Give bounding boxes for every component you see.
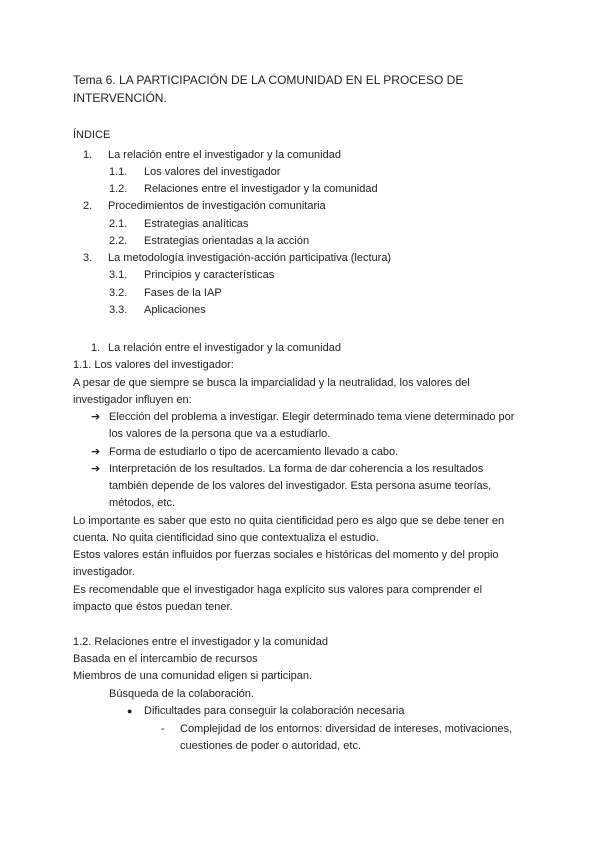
index-heading: ÍNDICE [73,129,111,141]
list-text: Elección del problema a investigar. Elegir determinado tema viene determinado por [109,411,515,423]
section-number: 1. [91,342,101,354]
index-text: Los valores del investigador [144,166,281,178]
index-number: 3.2. [109,287,128,299]
index-number: 1. [83,149,93,161]
index-number: 2.1. [109,218,128,230]
dash-bullet-icon: - [161,723,165,735]
subsection-heading: 1.2. Relaciones entre el investigador y la comunidad [73,636,328,648]
list-text: Forma de estudiarlo o tipo de acercamiento llevado a cabo. [109,446,399,458]
index-number: 2. [83,200,93,212]
list-text: cuestiones de poder o autoridad, etc. [180,740,362,752]
list-text: Interpretación de los resultados. La forma de dar coherencia a los resultados [109,463,484,475]
arrow-bullet-icon: ➔ [91,446,101,458]
index-number: 3. [83,252,93,264]
paragraph-line: investigador influyen en: [73,394,192,406]
index-text: Estrategias orientadas a la acción [144,235,310,247]
index-text: Aplicaciones [144,304,206,316]
paragraph-line: Lo importante es saber que esto no quita cientificidad pero es algo que se debe tener en [73,515,505,527]
list-text: los valores de la persona que va a estudiarlo. [109,428,331,440]
paragraph-line: investigador. [73,566,135,578]
index-number: 1.2. [109,183,128,195]
index-text: La metodología investigación-acción participativa (lectura) [108,252,392,264]
index-number: 1.1. [109,166,128,178]
paragraph-line: cuenta. No quita cientificidad sino que contextualiza el estudio. [73,532,379,544]
index-number: 2.2. [109,235,128,247]
list-text: Complejidad de los entornos: diversidad de intereses, motivaciones, [180,723,513,735]
document-title-line-1: Tema 6. LA PARTICIPACIÓN DE LA COMUNIDAD EN EL PROCESO DE [73,73,464,87]
paragraph-line: Estos valores están influidos por fuerzas sociales e históricas del momento y del propio [73,549,499,561]
index-text: Principios y características [144,269,275,281]
section-title: La relación entre el investigador y la comunidad [108,342,341,354]
list-text: métodos, etc. [109,497,176,509]
paragraph-line: Miembros de una comunidad eligen si participan. [73,670,313,682]
index-number: 3.3. [109,304,128,316]
index-text: Fases de la IAP [144,287,222,299]
document-title-line-2: INTERVENCIÓN. [73,91,167,105]
paragraph-line: A pesar de que siempre se busca la imparcialidad y la neutralidad, los valores del [73,377,470,389]
arrow-bullet-icon: ➔ [91,463,101,475]
paragraph-line: impacto que éstos puedan tener. [73,601,233,613]
index-text: Estrategias analíticas [144,218,249,230]
paragraph-line: Es recomendable que el investigador haga explícito sus valores para comprender el [73,584,483,596]
indented-line: Búsqueda de la colaboración. [109,688,254,700]
list-text: Dificultades para conseguir la colaboración necesaria [144,705,405,717]
index-text: La relación entre el investigador y la comunidad [108,149,341,161]
subsection-heading: 1.1. Los valores del investigador: [73,359,234,371]
index-text: Relaciones entre el investigador y la comunidad [144,183,378,195]
list-text: también depende de los valores del investigador. Esta persona asume teorías, [109,480,492,492]
index-text: Procedimientos de investigación comunitaria [108,200,326,212]
arrow-bullet-icon: ➔ [91,411,101,423]
bullet-dot-icon: ● [127,706,133,716]
paragraph-line: Basada en el intercambio de recursos [73,653,258,665]
index-number: 3.1. [109,269,128,281]
